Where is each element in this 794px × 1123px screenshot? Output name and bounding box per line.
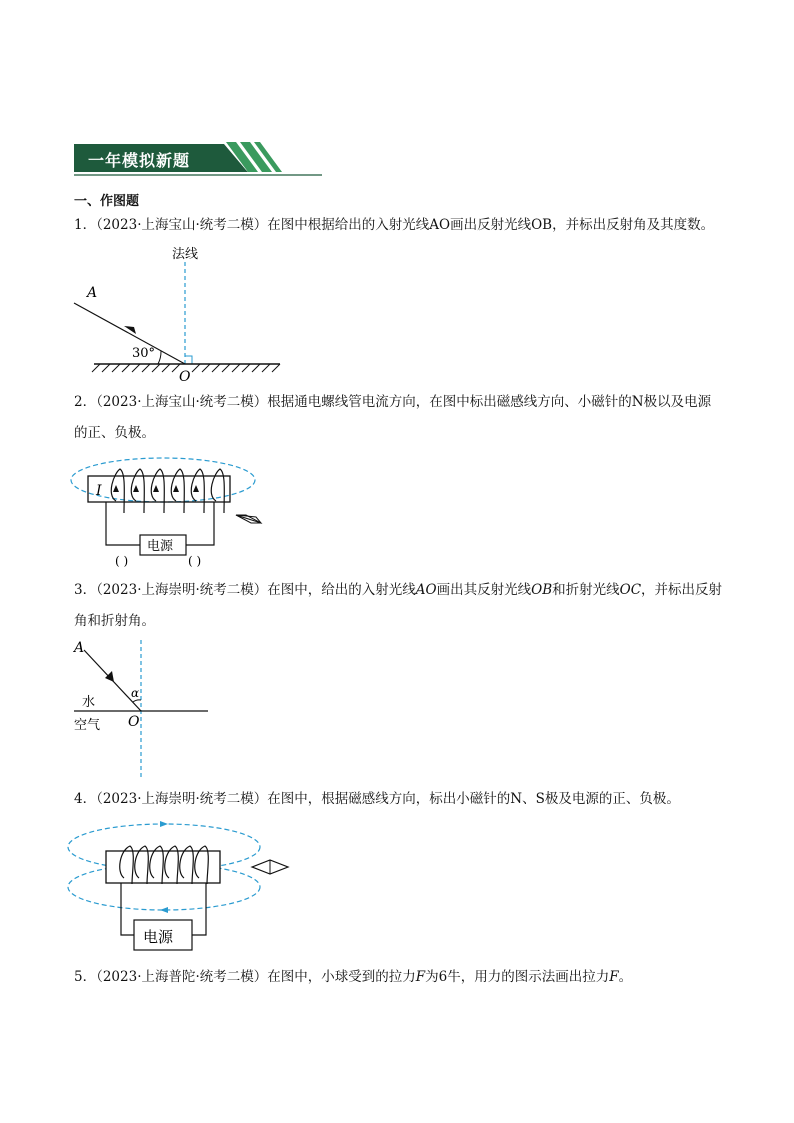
field-arrow-top xyxy=(160,821,168,827)
question-source: （2023·上海崇明·统考二模） xyxy=(96,582,268,598)
figure-2-solenoid xyxy=(66,455,276,575)
field-arrow-bottom xyxy=(160,907,168,913)
circuit-wire xyxy=(106,502,140,545)
figure-3-refraction xyxy=(74,638,214,783)
question-source: （2023·上海普陀·统考二模） xyxy=(96,969,268,985)
question-4 xyxy=(74,784,724,815)
question-number: 1． xyxy=(74,217,97,233)
water-label: 水 xyxy=(82,695,96,710)
ray-arrow xyxy=(105,671,114,682)
right-angle-mark xyxy=(185,356,192,364)
question-text: 在图中，根据磁感线方向，标出小磁针的N、S极及电源的正、负极。 xyxy=(267,791,680,807)
figure-4-solenoid xyxy=(66,820,296,955)
power-label: 电源 xyxy=(147,539,174,554)
compass-needle xyxy=(236,515,261,523)
solenoid-body xyxy=(88,476,230,502)
question-text: 根据通电螺线管电流方向，在图中标出磁感线方向、小磁针的N极以及电源的正、负极。 xyxy=(74,394,712,441)
compass-needle xyxy=(252,860,288,874)
right-pole-blank: ( ) xyxy=(188,554,202,568)
circuit-wire xyxy=(121,883,134,935)
question-number: 4． xyxy=(74,791,97,807)
question-number: 3． xyxy=(74,582,97,598)
figure-1-reflection xyxy=(74,240,304,385)
normal-label: 法线 xyxy=(172,247,199,262)
question-source: （2023·上海宝山·统考二模） xyxy=(96,217,268,233)
angle-label: α xyxy=(131,686,140,700)
power-label: 电源 xyxy=(143,928,174,946)
air-label: 空气 xyxy=(74,718,101,733)
question-3: 3．（2023·上海崇明·统考二模）在图中，给出的入射光线AO画出其反射光线OB和折射光线OC，并标出反射角和折射角。 xyxy=(74,582,723,629)
ray-label-a: A xyxy=(87,285,98,301)
ray-label-a: A xyxy=(74,640,85,656)
circuit-wire-right xyxy=(186,502,214,545)
question-5: 5．（2023·上海普陀·统考二模）在图中，小球受到的拉力F为6牛，用力的图示法画出拉力F。 xyxy=(74,969,633,985)
point-label-o: O xyxy=(179,369,191,385)
section-heading: 一、作图题 xyxy=(74,194,140,209)
question-2 xyxy=(74,387,724,449)
question-source: （2023·上海崇明·统考二模） xyxy=(96,791,268,807)
question-source: （2023·上海宝山·统考二模） xyxy=(96,394,268,410)
ray-arrow xyxy=(124,326,136,334)
incident-ray xyxy=(74,303,185,364)
left-pole-blank: ( ) xyxy=(115,554,129,568)
banner-title: 一年模拟新题 xyxy=(88,151,191,170)
angle-label: 30° xyxy=(132,346,156,361)
question-number: 2． xyxy=(74,394,97,410)
question-1 xyxy=(74,210,724,241)
question-text: 在图中根据给出的入射光线AO画出反射光线OB，并标出反射角及其度数。 xyxy=(267,217,715,233)
current-label: I xyxy=(96,483,102,499)
angle-arc xyxy=(158,351,161,364)
current-arrows xyxy=(113,485,199,492)
question-number: 5． xyxy=(74,969,97,985)
angle-arc xyxy=(133,700,141,702)
point-label-o: O xyxy=(128,714,140,730)
